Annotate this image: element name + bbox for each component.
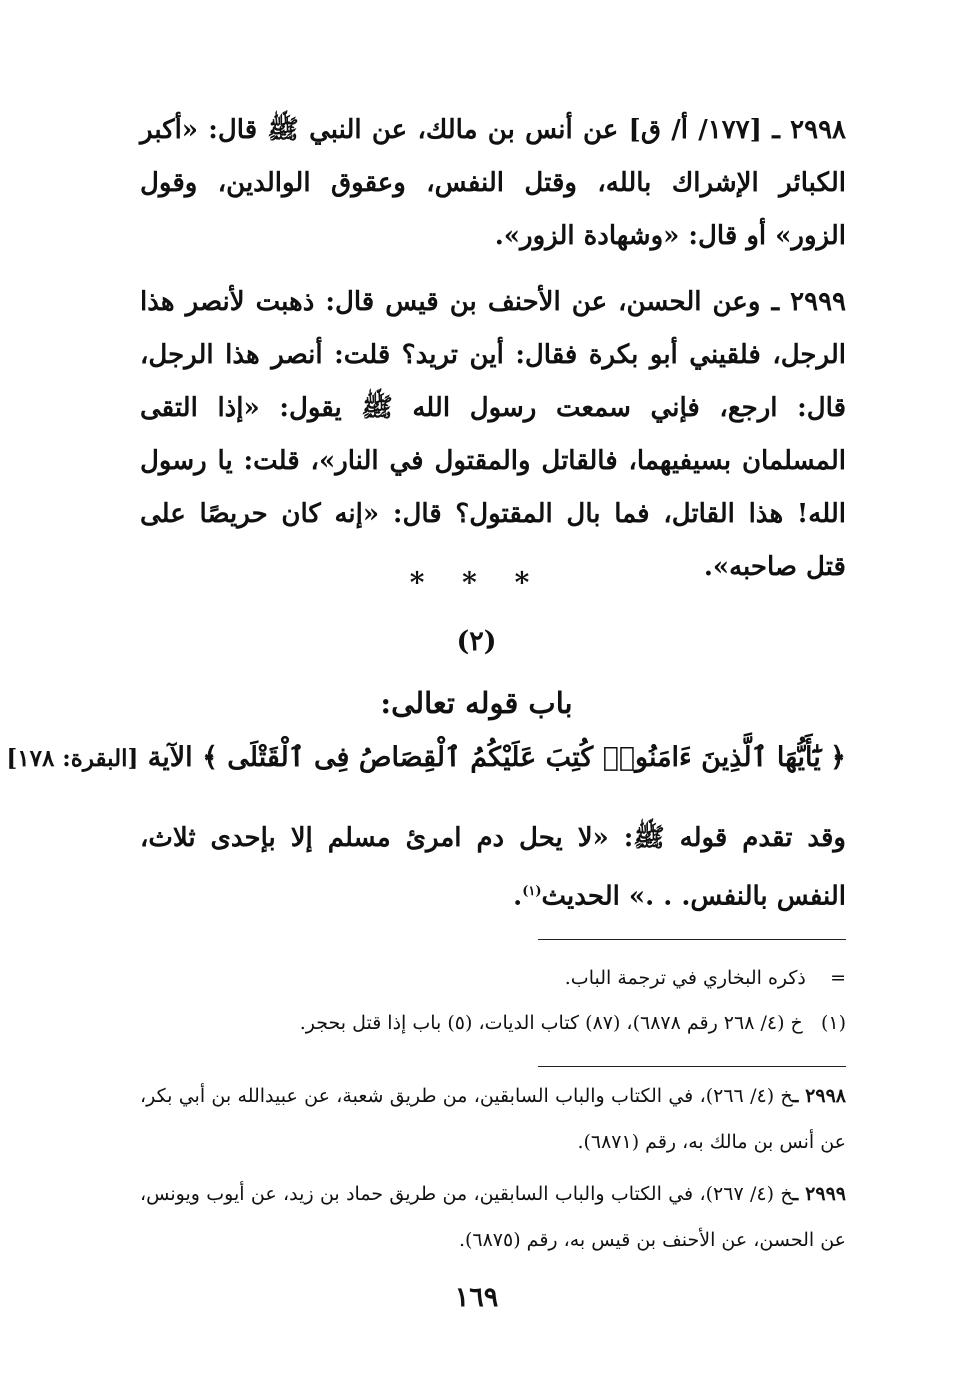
chapter-number: (٢) bbox=[456, 626, 497, 657]
footnote-divider bbox=[538, 939, 846, 940]
takhrij-2999 bbox=[140, 1171, 846, 1263]
section-separator-stars: * * * bbox=[409, 566, 544, 599]
takhrij-divider bbox=[538, 1066, 846, 1067]
hadith-text: [١٧٧/ أ/ ق] عن أنس بن مالك، عن النبي ﷺ قال: «أكبر الكبائر الإشراك بالله، وقتل النفس، وعقوق الوالدين، وقول الزور» أو قال: «وشهادة الزور». bbox=[140, 115, 846, 251]
hadith-2999 bbox=[140, 276, 846, 594]
page-number: ١٦٩ bbox=[454, 1282, 499, 1313]
footnote-eq-text: ذكره البخاري في ترجمة الباب. bbox=[564, 967, 806, 989]
footnote-eq-mark: = bbox=[830, 967, 846, 989]
footnote-1-mark: (١) bbox=[820, 1012, 846, 1034]
intro-text: وقد تقدم قوله ﷺ: «لا يحل دم امرئ مسلم إلا بإحدى ثلاث، النفس بالنفس. . .» الحديث bbox=[140, 823, 846, 912]
takhrij-number: ٢٩٩٨ ـ bbox=[792, 1085, 846, 1107]
takhrij-text: خ (٤/ ٢٦٧)، في الكتاب والباب السابقين، من طريق حماد بن زيد، عن أيوب ويونس، عن الحسن، عن الأحنف بن قيس به، رقم (٦٨٧٥). bbox=[140, 1183, 846, 1251]
takhrij-2998 bbox=[140, 1073, 846, 1165]
verse-text: ﴿ يَٰٓأَيُّهَا ٱلَّذِينَ ءَامَنُوا۟ كُتِبَ عَلَيْكُمُ ٱلْقِصَاصُ فِى ٱلْقَتْلَى ﴾ الآية bbox=[147, 742, 846, 773]
footnote-marker: (١) bbox=[522, 884, 542, 899]
hadith-number: ٢٩٩٨ ـ bbox=[772, 115, 846, 145]
footnote-1-text: خ (٤/ ٢٦٨ رقم ٦٨٧٨)، (٨٧) كتاب الديات، (٥) باب إذا قتل بحجر. bbox=[299, 1012, 803, 1034]
footnote-continuation bbox=[140, 958, 846, 998]
verse-reference: [البقرة: ١٧٨] bbox=[6, 745, 139, 772]
chapter-title: باب قوله تعالى: bbox=[380, 686, 573, 720]
chapter-intro bbox=[140, 812, 846, 924]
hadith-text: وعن الحسن، عن الأحنف بن قيس قال: ذهبت لأنصر هذا الرجل، فلقيني أبو بكرة فقال: أين تريد؟ قلت: أنصر هذا الرجل، قال: ارجع، فإني سمعت رسول الله ﷺ يقول: «إذا التقى المسلمان بسيفيهما، فالقاتل والمقتول في النار»، قلت: يا رسول الله! هذا القاتل، فما بال المقتول؟ قال: «إنه كان حريصًا على قتل صاحبه». bbox=[140, 287, 846, 582]
quran-verse bbox=[6, 742, 846, 773]
takhrij-number: ٢٩٩٩ ـ bbox=[792, 1183, 846, 1205]
takhrij-text: خ (٤/ ٢٦٦)، في الكتاب والباب السابقين، من طريق شعبة، عن عبيدالله بن أبي بكر، عن أنس بن مالك به، رقم (٦٨٧١). bbox=[140, 1085, 846, 1153]
hadith-2998 bbox=[140, 104, 846, 263]
intro-end: . bbox=[513, 881, 523, 912]
footnote-1 bbox=[140, 1003, 846, 1043]
hadith-number: ٢٩٩٩ ـ bbox=[771, 287, 846, 317]
